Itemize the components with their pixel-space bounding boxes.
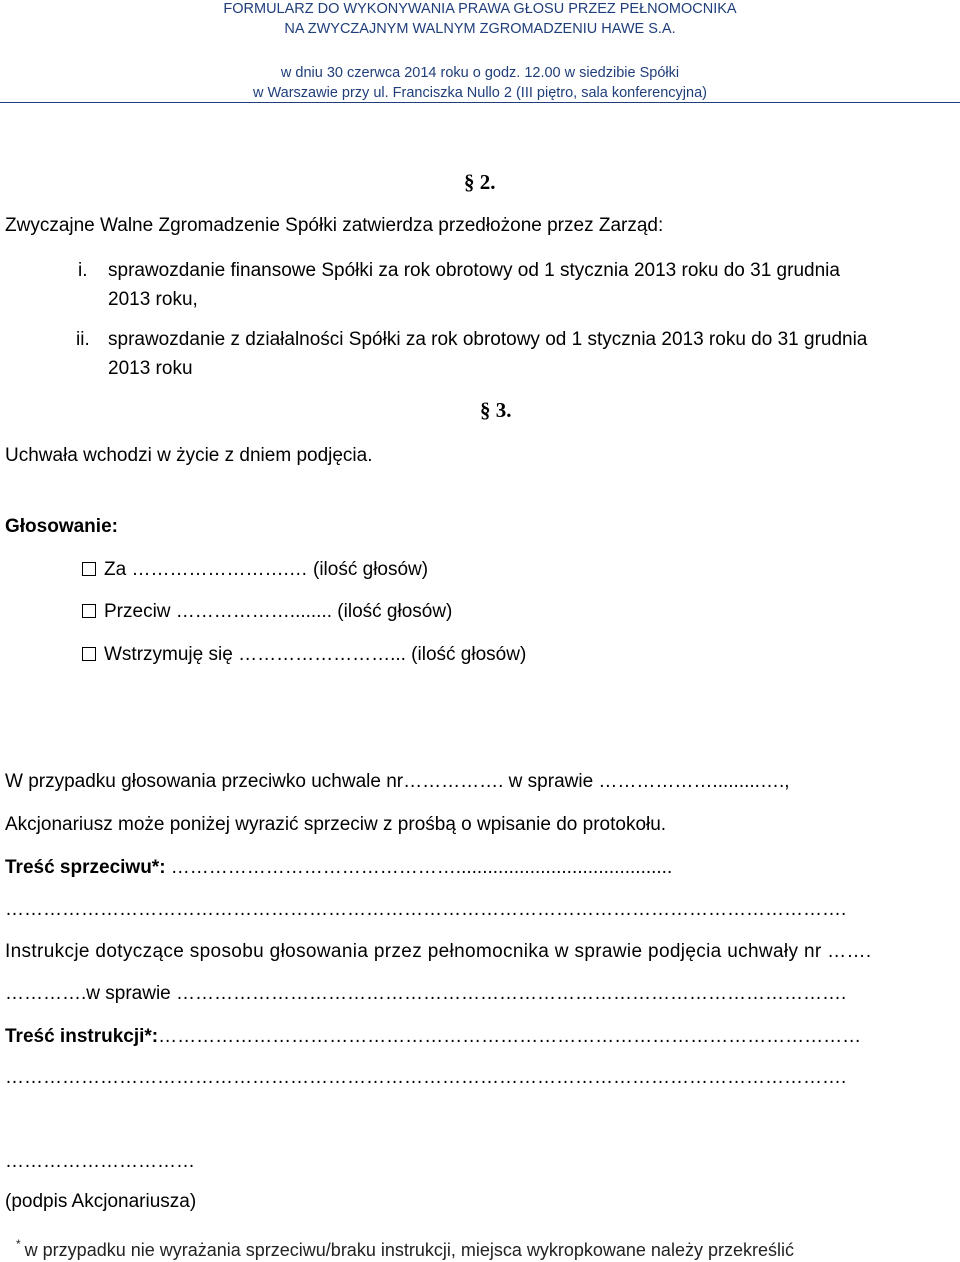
form-title-line-2: NA ZWYCZAJNYM WALNYM ZGROMADZENIU HAWE S.A. xyxy=(284,21,676,37)
objection-label: Treść sprzeciwu*: xyxy=(5,857,166,878)
meeting-date-line: w dniu 30 czerwca 2014 roku o godz. 12.00 w siedzibie Spółki xyxy=(280,65,680,81)
vote-against-label: Przeciw ………………........ (ilość głosów) xyxy=(104,601,453,622)
objection-line-2: Akcjonariusz może poniżej wyrazić sprzeciw z prośbą o wpisanie do protokołu. xyxy=(5,814,667,835)
voting-heading: Głosowanie: xyxy=(5,516,118,537)
header-divider xyxy=(0,102,960,103)
vote-option-against[interactable] xyxy=(82,600,452,624)
signature-line[interactable]: ………………………… xyxy=(5,1151,195,1172)
section-3-mark: § 3. xyxy=(480,398,512,422)
footnote xyxy=(16,1232,794,1262)
instructions-field[interactable] xyxy=(5,1025,861,1049)
instructions-dots: ………………………………………………………………………………………………… xyxy=(158,1026,862,1047)
item-number: ii. xyxy=(76,329,90,350)
footnote-text: w przypadku nie wyrażania sprzeciwu/braku instrukcji, miejsca wykropkowane należy przekreślić xyxy=(24,1240,794,1260)
vote-against-checkbox[interactable] xyxy=(82,604,96,618)
instructions-line-2: ………….w sprawie ……………………………………………………………………………………………. xyxy=(5,983,847,1004)
item-text-line-2: 2013 roku xyxy=(108,358,193,379)
signature-label: (podpis Akcjonariusza) xyxy=(5,1191,197,1212)
instructions-line-1: Instrukcje dotyczące sposobu głosowania przez pełnomocnika w sprawie podjęcia uchwały nr ……. xyxy=(5,941,872,962)
vote-option-for[interactable] xyxy=(82,558,428,582)
section-3-text: Uchwała wchodzi w życie z dniem podjęcia. xyxy=(5,445,373,466)
section-2-intro: Zwyczajne Walne Zgromadzenie Spółki zatwierdza przedłożone przez Zarząd: xyxy=(5,215,664,236)
vote-option-abstain[interactable] xyxy=(82,643,526,667)
vote-for-checkbox[interactable] xyxy=(82,562,96,576)
item-text-line-2: 2013 roku, xyxy=(108,289,198,310)
instructions-label: Treść instrukcji*: xyxy=(5,1026,159,1047)
meeting-place-line: w Warszawie przy ul. Franciszka Nullo 2 (III piętro, sala konferencyjna) xyxy=(253,85,707,101)
item-text-line-1: sprawozdanie finansowe Spółki za rok obrotowy od 1 stycznia 2013 roku do 31 grudnia xyxy=(108,260,840,281)
instructions-dots-line[interactable]: ……………………………………………………………………………………………………………………. xyxy=(5,1067,847,1088)
vote-for-label: Za …………………….… (ilość głosów) xyxy=(104,559,429,580)
item-text-line-1: sprawozdanie z działalności Spółki za rok obrotowy od 1 stycznia 2013 roku do 31 grudnia xyxy=(108,329,868,350)
objection-line-1: W przypadku głosowania przeciwko uchwale nr……………. w sprawie ……………….........…., xyxy=(5,771,790,792)
form-title-line-1: FORMULARZ DO WYKONYWANIA PRAWA GŁOSU PRZEZ PEŁNOMOCNIKA xyxy=(223,1,737,17)
objection-field[interactable] xyxy=(5,856,672,880)
footnote-mark: * xyxy=(16,1237,21,1251)
vote-abstain-checkbox[interactable] xyxy=(82,647,96,661)
section-2-mark: § 2. xyxy=(464,170,496,194)
vote-abstain-label: Wstrzymuję się ……………………... (ilość głosów) xyxy=(104,644,527,665)
objection-dots-line[interactable]: ……………………………………………………………………………………………………………………. xyxy=(5,899,847,920)
objection-dots: ………………………………………......................................... xyxy=(165,857,673,878)
item-number: i. xyxy=(78,260,88,281)
